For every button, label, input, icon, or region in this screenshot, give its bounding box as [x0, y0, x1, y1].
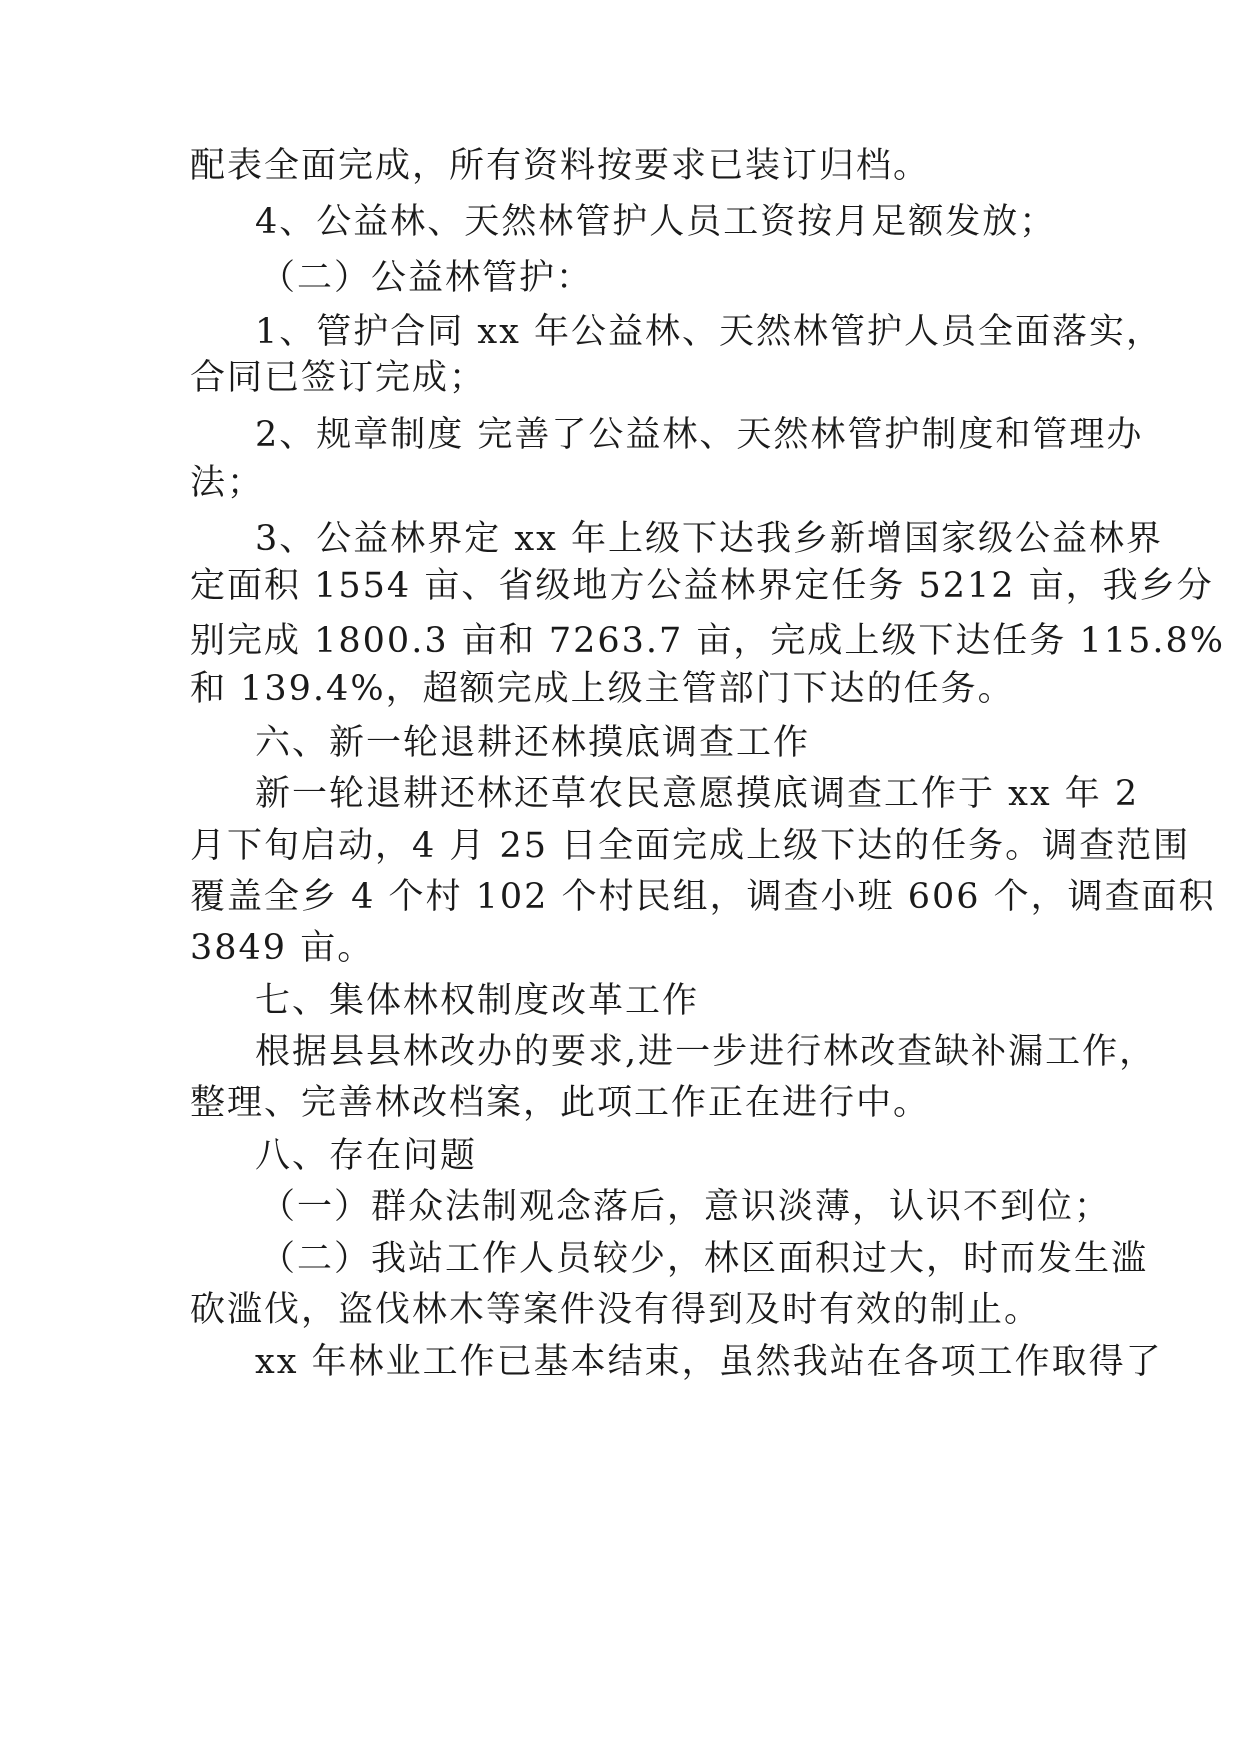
text-line: 1、管护合同 xx 年公益林、天然林管护人员全面落实，: [255, 312, 1163, 352]
text-line: （二）公益林管护：: [260, 258, 594, 298]
text-line: 2、规章制度 完善了公益林、天然林管护制度和管理办: [255, 415, 1144, 455]
text-line: 新一轮退耕还林还草农民意愿摸底调查工作于 xx 年 2: [255, 774, 1140, 814]
text-line: 4、公益林、天然林管护人员工资按月足额发放；: [255, 202, 1057, 242]
text-line: 定面积 1554 亩、省级地方公益林界定任务 5212 亩，我乡分: [190, 566, 1214, 606]
text-line: 砍滥伐，盗伐林木等案件没有得到及时有效的制止。: [190, 1290, 1042, 1330]
text-line: 3849 亩。: [190, 928, 375, 968]
text-line: 七、集体林权制度改革工作: [255, 981, 700, 1021]
text-line: 覆盖全乡 4 个村 102 个村民组，调查小班 606 个，调查面积: [190, 877, 1216, 917]
text-line: 根据县县林改办的要求,进一步进行林改查缺补漏工作，: [255, 1032, 1157, 1072]
text-line: 3、公益林界定 xx 年上级下达我乡新增国家级公益林界: [255, 519, 1163, 559]
text-line: 和 139.4%，超额完成上级主管部门下达的任务。: [190, 669, 1015, 709]
text-line: 配表全面完成，所有资料按要求已装订归档。: [190, 146, 931, 186]
text-line: （二）我站工作人员较少，林区面积过大，时而发生滥: [260, 1239, 1149, 1279]
text-line: xx 年林业工作已基本结束，虽然我站在各项工作取得了: [255, 1342, 1163, 1382]
text-line: 法；: [190, 463, 265, 503]
text-line: 八、存在问题: [255, 1136, 478, 1176]
text-line: 月下旬启动，4 月 25 日全面完成上级下达的任务。调查范围: [190, 826, 1191, 866]
text-line: 别完成 1800.3 亩和 7263.7 亩，完成上级下达任务 115.8%: [190, 621, 1226, 661]
text-line: 六、新一轮退耕还林摸底调查工作: [255, 723, 811, 763]
text-line: 整理、完善林改档案，此项工作正在进行中。: [190, 1083, 931, 1123]
text-line: （一）群众法制观念落后，意识淡薄，认识不到位；: [260, 1187, 1112, 1227]
text-line: 合同已签订完成；: [190, 358, 487, 398]
